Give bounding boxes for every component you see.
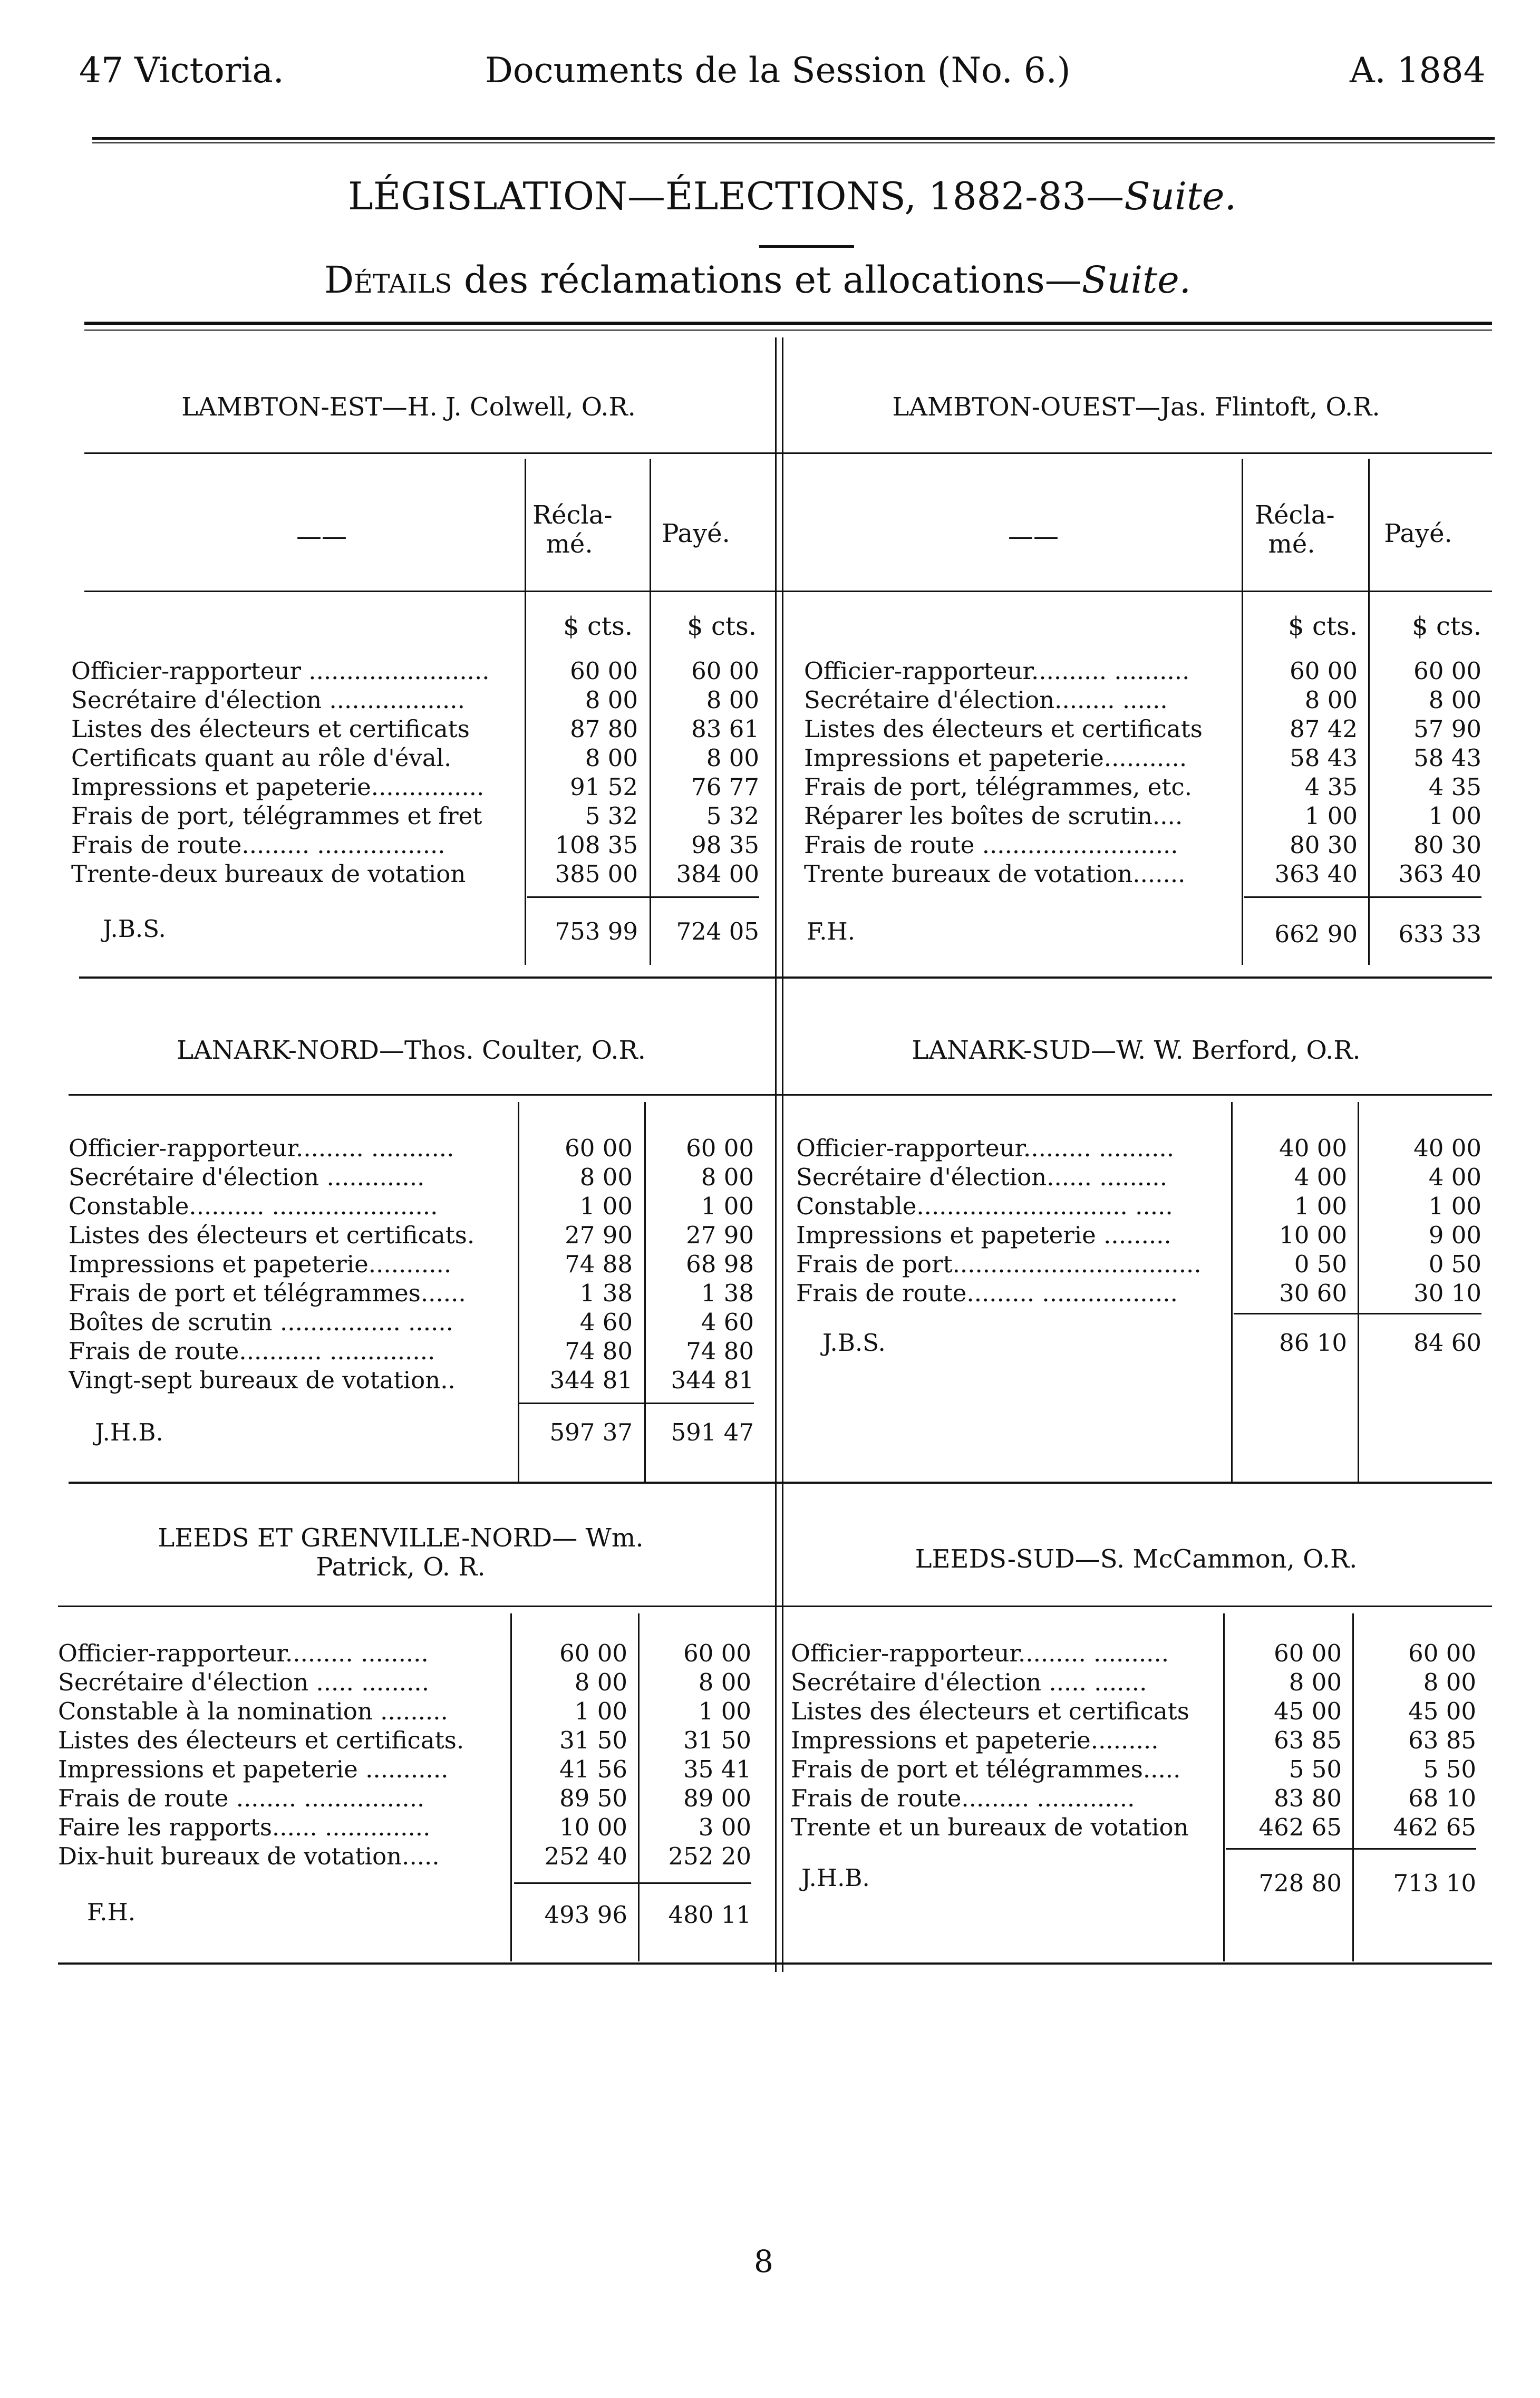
cell-reclame: 385 00: [555, 860, 638, 888]
cell-paye: 1 00: [701, 1192, 754, 1220]
row-label: Boîtes de scrutin ................ ......: [69, 1308, 453, 1336]
cell-paye: 40 00: [1413, 1134, 1481, 1162]
total-rule-lambton-ouest: [1244, 896, 1481, 898]
row-label: Impressions et papeterie.........: [791, 1726, 1159, 1754]
vrule-b2-r2: [1358, 1102, 1359, 1482]
cell-reclame: 8 00: [1304, 686, 1358, 714]
vrule-b3-r2: [1352, 1613, 1354, 1961]
initials-lambton-ouest: F.H.: [807, 917, 856, 945]
dollars-cts-right-reclame: $ cts.: [1288, 612, 1358, 641]
total-reclame-lanark-nord: 597 37: [549, 1418, 633, 1446]
row-label: Listes des électeurs et certificats: [71, 715, 470, 743]
block2-bottom-rule: [69, 1482, 1492, 1484]
row-label: Frais de route........... ..............: [69, 1337, 435, 1365]
cell-paye: 5 50: [1423, 1755, 1476, 1783]
cell-paye: 60 00: [686, 1134, 754, 1162]
row-label: Frais de route ..........................: [804, 831, 1178, 859]
dollars-cts-left-reclame: $ cts.: [563, 612, 633, 641]
row-label: Impressions et papeterie ...........: [58, 1755, 449, 1783]
row-label: Frais de route......... ..................: [796, 1279, 1178, 1307]
page-subtitle-cap: Détails: [324, 258, 452, 302]
cell-reclame: 60 00: [1274, 1639, 1342, 1667]
cell-reclame: 45 00: [1274, 1697, 1342, 1725]
cell-reclame: 60 00: [570, 657, 638, 685]
cell-reclame: 8 00: [585, 744, 638, 772]
cell-reclame: 108 35: [555, 831, 638, 859]
row-label: Impressions et papeterie...........: [804, 744, 1187, 772]
cell-reclame: 60 00: [565, 1134, 633, 1162]
col-header-paye-left: Payé.: [662, 519, 730, 548]
total-paye-leeds-grenville-nord: 480 11: [668, 1901, 751, 1929]
cell-reclame: 41 56: [559, 1755, 627, 1783]
running-header-right: A. 1884: [1350, 50, 1486, 91]
vrule-b3-r1: [1223, 1613, 1225, 1961]
row-label: Impressions et papeterie .........: [796, 1221, 1171, 1249]
cell-paye: 363 40: [1398, 860, 1481, 888]
total-paye-lanark-nord: 591 47: [671, 1418, 754, 1446]
total-rule-lanark-sud: [1234, 1313, 1481, 1314]
cell-paye: 8 00: [701, 1163, 754, 1191]
page-subtitle-rest: des réclamations et allocations—: [452, 258, 1082, 302]
cell-paye: 60 00: [683, 1639, 751, 1667]
cell-reclame: 1 00: [1294, 1192, 1347, 1220]
header-rule-top: [92, 137, 1495, 140]
table-top-rule-thick: [84, 322, 1492, 325]
row-label: Listes des électeurs et certificats.: [69, 1221, 475, 1249]
vrule-b3-l2: [638, 1613, 640, 1961]
cell-reclame: 5 50: [1289, 1755, 1342, 1783]
page-number: 8: [754, 2244, 773, 2279]
cell-paye: 57 90: [1413, 715, 1481, 743]
block1-bottom-rule: [79, 976, 1492, 979]
cell-reclame: 10 00: [559, 1813, 627, 1841]
running-header-left: 47 Victoria.: [79, 50, 284, 91]
vrule-b3-l1: [510, 1613, 512, 1961]
cell-reclame: 40 00: [1279, 1134, 1347, 1162]
cell-paye: 4 00: [1428, 1163, 1481, 1191]
running-header-center: Documents de la Session (No. 6.): [485, 50, 1071, 91]
cell-reclame: 27 90: [565, 1221, 633, 1249]
lanark-nord-paye: [646, 1134, 754, 1395]
row-label: Officier-rapporteur......... ..........: [791, 1639, 1169, 1667]
cell-reclame: 83 80: [1274, 1784, 1342, 1812]
cell-reclame: 8 00: [574, 1668, 627, 1696]
row-label: Réparer les boîtes de scrutin....: [804, 802, 1183, 830]
row-label: Frais de port et télégrammes......: [69, 1279, 466, 1307]
cell-reclame: 4 60: [579, 1308, 633, 1336]
col-header-reclame-right: Récla- mé.: [1255, 500, 1335, 559]
cell-paye: 60 00: [1413, 657, 1481, 685]
section-title-lambton-ouest: LAMBTON-OUEST—Jas. Flintoft, O.R.: [892, 392, 1380, 422]
cell-reclame: 8 00: [1289, 1668, 1342, 1696]
total-paye-lambton-est: 724 05: [676, 917, 759, 945]
initials-lambton-est: J.B.S.: [103, 915, 166, 943]
cell-reclame: 462 65: [1258, 1813, 1342, 1841]
vrule-b2-r1: [1231, 1102, 1233, 1482]
block3-bottom-rule: [58, 1962, 1492, 1965]
initials-lanark-nord: J.H.B.: [95, 1418, 163, 1446]
row-label: Frais de route......... .................: [71, 831, 445, 859]
cell-paye: 384 00: [676, 860, 759, 888]
row-label: Constable à la nomination .........: [58, 1697, 448, 1725]
page-subtitle: [324, 258, 1191, 302]
cell-reclame: 363 40: [1274, 860, 1358, 888]
row-label: Vingt-sept bureaux de votation..: [69, 1366, 456, 1394]
section-title-lambton-est: LAMBTON-EST—H. J. Colwell, O.R.: [181, 392, 636, 422]
cell-paye: 462 65: [1393, 1813, 1476, 1841]
total-reclame-lanark-sud: 86 10: [1279, 1329, 1347, 1357]
lanark-sud-labels: [796, 1134, 1228, 1308]
cell-reclame: 1 00: [579, 1192, 633, 1220]
lambton-ouest-labels: [804, 656, 1239, 888]
row-label: Listes des électeurs et certificats: [804, 715, 1203, 743]
cell-reclame: 89 50: [559, 1784, 627, 1812]
cell-paye: 45 00: [1408, 1697, 1476, 1725]
col-header-reclame-left: Récla- mé.: [532, 500, 613, 559]
cell-paye: 252 20: [668, 1842, 751, 1870]
lanark-sud-reclame: [1234, 1134, 1347, 1308]
vrule-b1-l2: [650, 459, 651, 965]
total-paye-leeds-sud: 713 10: [1393, 1869, 1476, 1897]
cell-reclame: 252 40: [544, 1842, 627, 1870]
total-paye-lambton-ouest: 633 33: [1398, 920, 1481, 948]
cell-paye: 76 77: [691, 773, 759, 801]
vrule-b1-l1: [525, 459, 526, 965]
cell-reclame: 1 00: [1304, 802, 1358, 830]
cell-reclame: 1 38: [579, 1279, 633, 1307]
cell-reclame: 5 32: [585, 802, 638, 830]
cell-paye: 68 10: [1408, 1784, 1476, 1812]
lambton-est-reclame: [527, 656, 638, 888]
cell-paye: 89 00: [683, 1784, 751, 1812]
row-label: Impressions et papeterie...........: [69, 1250, 452, 1278]
block3-header-rule: [58, 1606, 1492, 1607]
block1-colhead-rule: [84, 591, 1492, 592]
cell-paye: 5 32: [706, 802, 759, 830]
lanark-sud-paye: [1360, 1134, 1481, 1308]
cell-reclame: 344 81: [549, 1366, 633, 1394]
row-label: Trente-deux bureaux de votation: [71, 860, 466, 888]
leeds-grenville-nord-labels: [58, 1639, 509, 1871]
cell-paye: 63 85: [1408, 1726, 1476, 1754]
cell-reclame: 8 00: [579, 1163, 633, 1191]
row-label: Frais de route......... .............: [791, 1784, 1135, 1812]
cell-reclame: 58 43: [1290, 744, 1358, 772]
row-label: Officier-rapporteur.......... ..........: [804, 657, 1190, 685]
cell-paye: 4 35: [1428, 773, 1481, 801]
lambton-ouest-paye: [1371, 656, 1481, 888]
cell-reclame: 87 80: [570, 715, 638, 743]
header-rule-bottom: [92, 142, 1495, 143]
cell-reclame: 10 00: [1279, 1221, 1347, 1249]
cell-paye: 60 00: [1408, 1639, 1476, 1667]
block1-header-rule: [84, 452, 1492, 454]
row-label: Constable.......... ......................: [69, 1192, 438, 1220]
section-title-leeds-grenville-nord: LEEDS ET GRENVILLE-NORD— Wm. Patrick, O. R.: [158, 1523, 644, 1582]
cell-paye: 8 00: [698, 1668, 751, 1696]
cell-paye: 80 30: [1413, 831, 1481, 859]
table-top-rule-thin: [84, 330, 1492, 331]
row-label: Frais de port, télégrammes et fret: [71, 802, 482, 830]
total-reclame-lambton-est: 753 99: [555, 917, 638, 945]
col-header-dash-left: ——: [296, 521, 347, 551]
total-rule-lanark-nord: [519, 1403, 754, 1404]
row-label: Secrétaire d'élection ..... .........: [58, 1668, 430, 1696]
leeds-sud-reclame: [1226, 1639, 1342, 1842]
row-label: Certificats quant au rôle d'éval.: [71, 744, 452, 772]
cell-reclame: 1 00: [574, 1697, 627, 1725]
cell-paye: 3 00: [698, 1813, 751, 1841]
title-short-rule: [759, 245, 854, 248]
section-title-lanark-sud: LANARK-SUD—W. W. Berford, O.R.: [912, 1036, 1361, 1065]
initials-leeds-grenville-nord: F.H.: [87, 1898, 136, 1926]
cell-paye: 68 98: [686, 1250, 754, 1278]
cell-paye: 8 00: [706, 744, 759, 772]
row-label: Officier-rapporteur......... ..........: [796, 1134, 1175, 1162]
page-title: [348, 174, 1236, 218]
cell-paye: 1 38: [701, 1279, 754, 1307]
section-title-leeds-sud: LEEDS-SUD—S. McCammon, O.R.: [915, 1544, 1358, 1574]
cell-paye: 30 10: [1413, 1279, 1481, 1307]
cell-reclame: 60 00: [559, 1639, 627, 1667]
cell-paye: 8 00: [1423, 1668, 1476, 1696]
dollars-cts-left-paye: $ cts.: [687, 612, 757, 641]
cell-reclame: 74 88: [565, 1250, 633, 1278]
row-label: Dix-huit bureaux de votation.....: [58, 1842, 440, 1870]
row-label: Frais de port.................................: [796, 1250, 1202, 1278]
page-title-main: LÉGISLATION—ÉLECTIONS, 1882-83—: [348, 174, 1125, 218]
cell-paye: 58 43: [1413, 744, 1481, 772]
row-label: Frais de port, télégrammes, etc.: [804, 773, 1192, 801]
cell-reclame: 30 60: [1279, 1279, 1347, 1307]
cell-paye: 1 00: [698, 1697, 751, 1725]
row-label: Faire les rapports...... ..............: [58, 1813, 431, 1841]
leeds-sud-paye: [1355, 1639, 1476, 1842]
cell-paye: 74 80: [686, 1337, 754, 1365]
initials-lanark-sud: J.B.S.: [822, 1329, 886, 1357]
cell-reclame: 80 30: [1290, 831, 1358, 859]
cell-reclame: 91 52: [570, 773, 638, 801]
cell-reclame: 8 00: [585, 686, 638, 714]
row-label: Frais de port et télégrammes.....: [791, 1755, 1181, 1783]
row-label: Listes des électeurs et certificats.: [58, 1726, 464, 1754]
cell-reclame: 60 00: [1290, 657, 1358, 685]
page-subtitle-suite: Suite.: [1081, 258, 1191, 302]
cell-paye: 27 90: [686, 1221, 754, 1249]
initials-leeds-sud: J.H.B.: [801, 1864, 870, 1892]
leeds-sud-labels: [791, 1639, 1221, 1842]
row-label: Secrétaire d'élection ..................: [71, 686, 465, 714]
total-reclame-leeds-sud: 728 80: [1258, 1869, 1342, 1897]
vrule-b1-r2: [1368, 459, 1370, 965]
cell-paye: 0 50: [1428, 1250, 1481, 1278]
cell-paye: 344 81: [671, 1366, 754, 1394]
total-rule-leeds-sud: [1226, 1848, 1476, 1850]
cell-reclame: 63 85: [1274, 1726, 1342, 1754]
col-header-paye-right: Payé.: [1384, 519, 1452, 548]
cell-paye: 8 00: [1428, 686, 1481, 714]
cell-reclame: 74 80: [565, 1337, 633, 1365]
page-title-suite: Suite.: [1124, 174, 1237, 218]
cell-paye: 98 35: [691, 831, 759, 859]
cell-paye: 35 41: [683, 1755, 751, 1783]
cell-paye: 1 00: [1428, 802, 1481, 830]
cell-reclame: 0 50: [1294, 1250, 1347, 1278]
leeds-grenville-nord-paye: [641, 1639, 751, 1871]
cell-reclame: 4 35: [1304, 773, 1358, 801]
total-rule-lambton-est: [527, 896, 759, 898]
section-title-lanark-nord: LANARK-NORD—Thos. Coulter, O.R.: [177, 1036, 646, 1065]
row-label: Frais de route ........ ................: [58, 1784, 425, 1812]
row-label: Secrétaire d'élection ..... .......: [791, 1668, 1147, 1696]
row-label: Officier-rapporteur......... ...........: [69, 1134, 454, 1162]
cell-paye: 1 00: [1428, 1192, 1481, 1220]
leeds-grenville-nord-reclame: [514, 1639, 627, 1871]
cell-paye: 83 61: [691, 715, 759, 743]
row-label: Secrétaire d'élection .............: [69, 1163, 425, 1191]
center-divider-right: [782, 337, 783, 1972]
total-rule-leeds-grenville-nord: [514, 1882, 751, 1884]
row-label: Constable............................ .....: [796, 1192, 1173, 1220]
dollars-cts-right-paye: $ cts.: [1412, 612, 1481, 641]
row-label: Secrétaire d'élection........ ......: [804, 686, 1168, 714]
total-reclame-lambton-ouest: 662 90: [1274, 920, 1358, 948]
row-label: Officier-rapporteur ........................: [71, 657, 490, 685]
row-label: Officier-rapporteur......... .........: [58, 1639, 429, 1667]
cell-reclame: 87 42: [1290, 715, 1358, 743]
vrule-b1-r1: [1242, 459, 1243, 965]
row-label: Trente et un bureaux de votation: [791, 1813, 1189, 1841]
lanark-nord-labels: [69, 1134, 514, 1395]
cell-reclame: 4 00: [1294, 1163, 1347, 1191]
center-divider-left: [775, 337, 777, 1972]
cell-paye: 8 00: [706, 686, 759, 714]
lambton-ouest-reclame: [1244, 656, 1358, 888]
total-reclame-leeds-grenville-nord: 493 96: [544, 1901, 627, 1929]
col-header-dash-right: ——: [1008, 521, 1059, 551]
cell-paye: 31 50: [683, 1726, 751, 1754]
row-label: Secrétaire d'élection...... .........: [796, 1163, 1168, 1191]
lanark-nord-reclame: [519, 1134, 633, 1395]
cell-paye: 4 60: [701, 1308, 754, 1336]
total-paye-lanark-sud: 84 60: [1413, 1329, 1481, 1357]
cell-paye: 9 00: [1428, 1221, 1481, 1249]
row-label: Listes des électeurs et certificats: [791, 1697, 1189, 1725]
row-label: Trente bureaux de votation.......: [804, 860, 1186, 888]
lambton-est-labels: [71, 656, 519, 888]
block2-header-rule: [69, 1094, 1492, 1096]
row-label: Impressions et papeterie...............: [71, 773, 485, 801]
cell-paye: 60 00: [691, 657, 759, 685]
lambton-est-paye: [654, 656, 759, 888]
cell-reclame: 31 50: [559, 1726, 627, 1754]
